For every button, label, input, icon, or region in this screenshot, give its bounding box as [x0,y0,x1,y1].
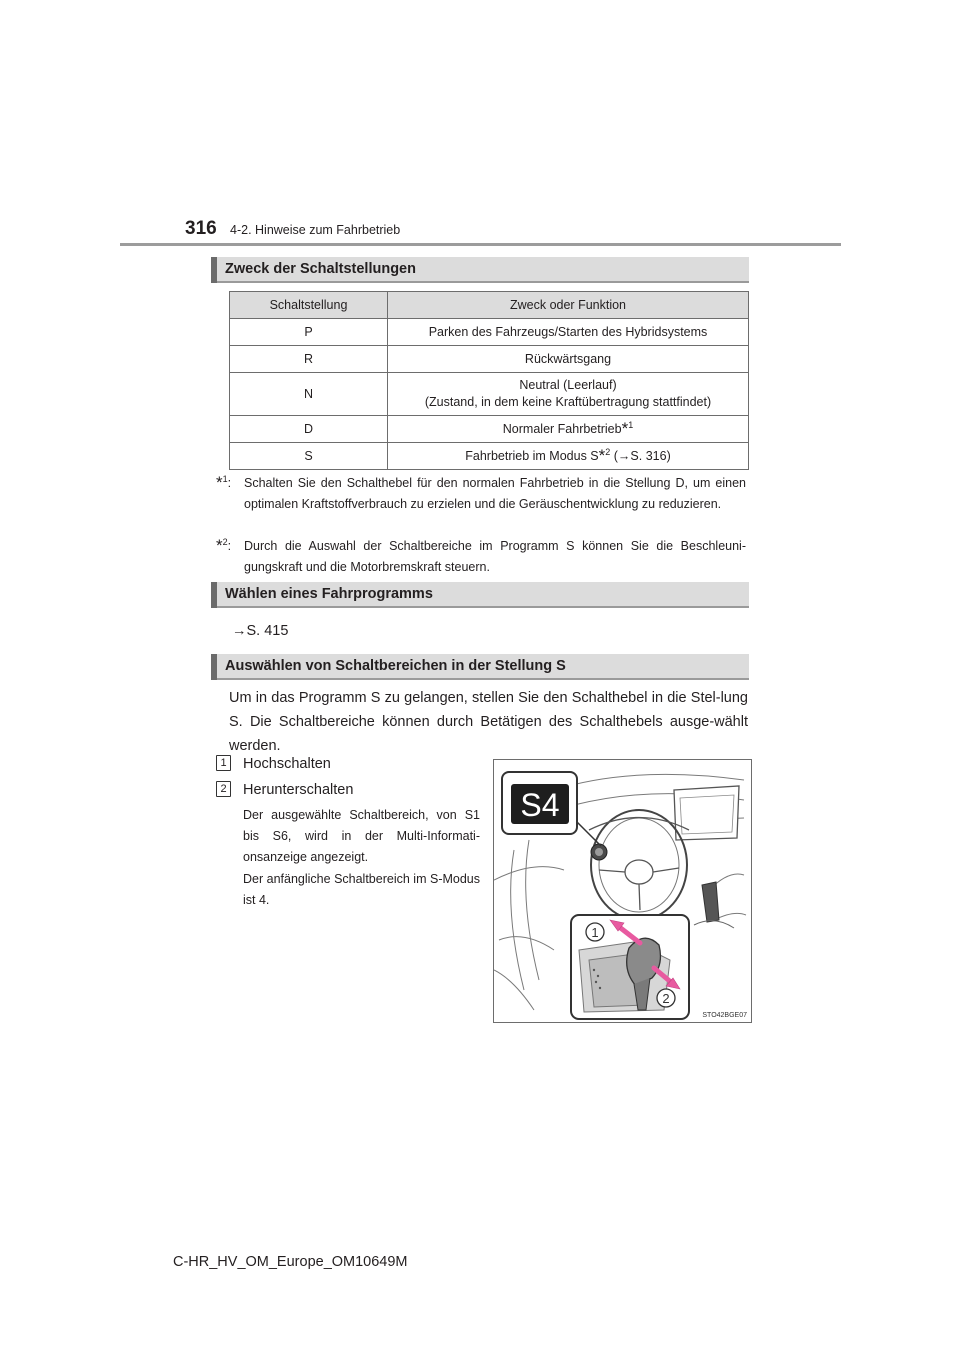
table-cell-purpose: Parken des Fahrzeugs/Starten des Hybridsystems [388,319,749,346]
table-cell-purpose: Rückwärtsgang [388,346,749,373]
footnote-mark: 1 [222,473,228,484]
table-header-row [230,292,749,319]
footnote-star-icon: * [216,536,223,555]
section-heading-drive-mode [211,582,749,608]
table-row [230,373,749,416]
table-row [230,416,749,443]
footnote-mark: 2 [222,536,228,547]
heading-bar [211,654,217,680]
table-cell-position: D [230,416,388,443]
step-number-badge: 2 [216,781,231,797]
note-text: Der ausgewählte Schaltbereich, von S1 bis S6, wird in der Multi-Informati-onsanzeige angezeigt. [243,808,480,864]
table-cell-purpose [388,373,749,416]
table-header-cell: Schaltstellung [230,292,388,319]
table-cell-purpose [388,416,749,443]
callout-number: 1 [591,925,599,940]
table-row [230,319,749,346]
table-cell-position: P [230,319,388,346]
shift-position-table [229,291,749,470]
table-cell-position: N [230,373,388,416]
figure-code: STO42BGE07 [702,1012,747,1019]
page-reference-link[interactable]: (→S. 316) [613,448,671,463]
table-row [230,346,749,373]
section-heading-shift-range [211,654,749,680]
step-label-upshift: Hochschalten [243,756,331,772]
heading-bar [211,257,217,283]
section-heading-text: Wählen eines Fahrprogramms [225,586,433,602]
body-paragraph: Um in das Programm S zu gelangen, stellen Sie den Schalthebel in die Stel-lung S. Die Schaltbereiche können durch Betätigen des Schalthebels ausge-wählt werden. [229,690,748,754]
section-heading-text: Auswählen von Schaltbereichen in der Stellung S [225,658,566,674]
step-label-downshift: Herunterschalten [243,782,354,798]
heading-bar [211,582,217,608]
header-rule [120,243,841,246]
chapter-title: 4-2. Hinweise zum Fahrbetrieb [230,223,401,237]
footnote-2: *$^2$: Durch die Auswahl der Schaltbereiche im Programm S können Sie die Beschleuni-gungskraft und die Motorbremskraft steuern. [216,536,746,578]
callout-number: 2 [662,991,670,1006]
footnote-star-icon: * [216,473,223,492]
table-header-cell: Zweck oder Funktion [388,292,749,319]
table-cell-line: (Zustand, in dem keine Kraftübertragung stattfindet) [424,395,712,409]
footnote-text: Schalten Sie den Schalthebel für den normalen Fahrbetrieb in die Stellung D, um einen optimalen Kraftstoffverbrauch zu erzielen und die Geräuschentwicklung zu reduzieren. [244,476,746,511]
display-readout-text: S4 [520,787,560,823]
car-interior-drawing [494,760,751,1022]
footnote-1: *$^1$: Schalten Sie den Schalthebel für den normalen Fahrbetrieb in die Stellung D, um einen optimalen Kraftstoffverbrauch zu erzielen und die Geräuschentwicklung zu reduzieren. [216,473,746,515]
note-text: Der anfängliche Schaltbereich im S-Modus ist 4. [243,872,480,907]
section-heading-text: Zweck der Schaltstellungen [225,261,416,277]
page-number: 316 [185,218,217,239]
table-row [230,443,749,470]
step-number-badge: 1 [216,755,231,771]
footnote-star-icon: * [598,445,606,465]
footnote-ref: 2 [605,446,611,457]
table-cell-purpose [388,443,749,470]
footnote-text: Durch die Auswahl der Schaltbereiche im Programm S können Sie die Beschleuni-gungskraft und die Motorbremskraft steuern. [244,539,746,574]
footnote-ref: 1 [628,419,634,430]
shift-lever-illustration [493,759,752,1023]
footnote-star-icon: * [621,418,629,438]
footer-document-id: C-HR_HV_OM_Europe_OM10649M [173,1254,408,1270]
table-cell-text: Fahrbetrieb im Modus S [465,448,599,463]
table-cell-position: S [230,443,388,470]
section-heading-shift-purpose [211,257,749,283]
table-cell-position: R [230,346,388,373]
page-reference-link[interactable]: →S. 415 [232,623,289,639]
table-cell-line: Neutral (Leerlauf) [519,378,617,392]
table-cell-text: Normaler Fahrbetrieb [502,421,622,436]
